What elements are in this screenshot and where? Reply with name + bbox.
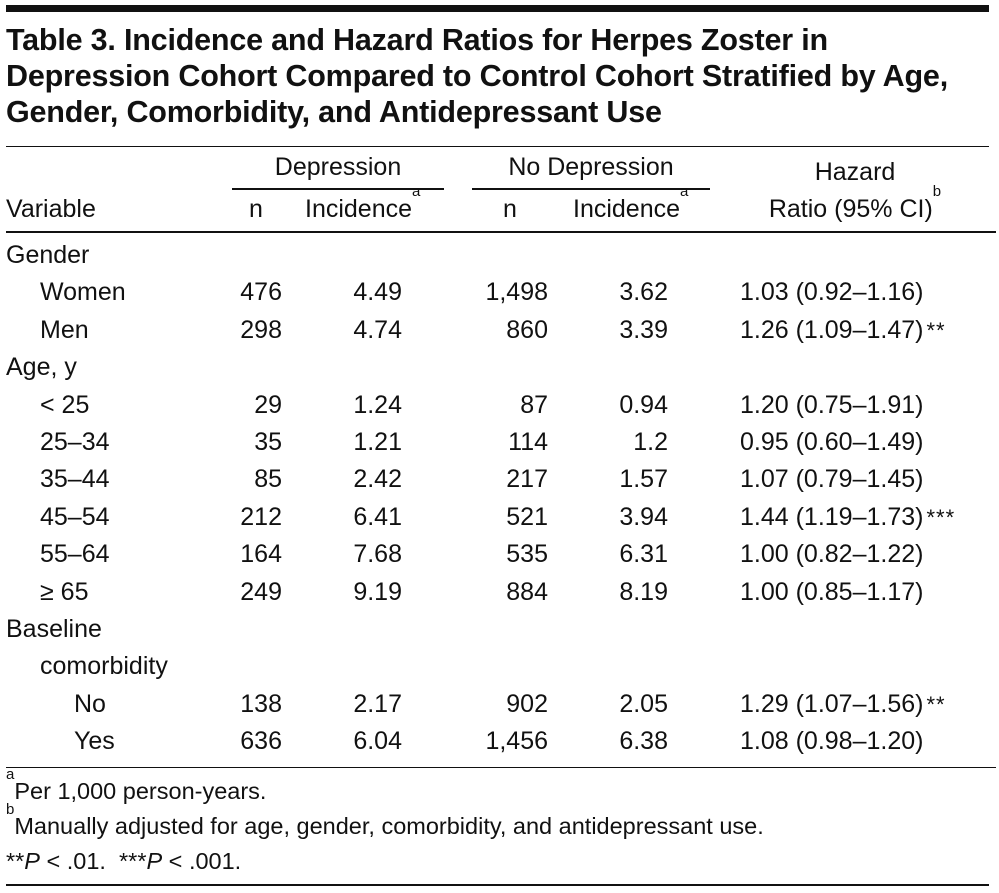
no-depression-incidence-cell: 1.57 [619, 465, 668, 494]
depression-n-cell: 29 [254, 390, 282, 419]
no-depression-incidence-cell: 2.05 [619, 689, 668, 718]
depression-incidence-header: Incidence$^a$ [305, 183, 421, 223]
hazard-ratio-header-line2: Ratio (95% CI)$^b$ [768, 183, 942, 223]
hazard-ratio-value: 1.44 (1.19–1.73) [740, 502, 924, 531]
no-depression-n-cell: 1,498 [485, 278, 548, 307]
depression-n-cell: 164 [240, 540, 282, 569]
group-depression-label: Depression [274, 153, 402, 181]
no-depression-incidence-cell: 3.94 [619, 502, 668, 531]
no-depression-incidence-cell: 0.94 [619, 390, 668, 419]
table-row [0, 349, 999, 386]
depression-n-cell: 476 [240, 278, 282, 307]
significance-stars: ** [926, 691, 946, 717]
row-label: Yes [74, 727, 115, 756]
table-row [0, 312, 999, 349]
row-label: 25–34 [40, 428, 110, 456]
body-bottom-rule [6, 767, 996, 768]
hazard-ratio-value: 1.00 (0.85–1.17) [740, 577, 924, 606]
depression-incidence-cell: 6.41 [353, 502, 402, 531]
no-depression-n-cell: 521 [506, 502, 548, 531]
table-row [0, 723, 999, 760]
table-row [0, 237, 999, 274]
table-row [0, 611, 999, 648]
table-row [0, 574, 999, 611]
hazard-ratio-header-line1: Hazard [814, 158, 896, 186]
no-depression-incidence-cell: 3.39 [619, 315, 668, 344]
depression-n-cell: 212 [240, 502, 282, 531]
hazard-ratio-value: 1.00 (0.82–1.22) [740, 540, 924, 569]
hazard-ratio-value: 1.29 (1.07–1.56) [740, 689, 924, 718]
no-depression-n-cell: 114 [508, 428, 548, 456]
significance-stars: ** [926, 317, 946, 343]
hazard-ratio-value: 1.26 (1.09–1.47) [740, 315, 924, 344]
table-row [0, 461, 999, 498]
bottom-rule [6, 884, 989, 886]
depression-incidence-cell: 6.04 [353, 727, 402, 756]
no-depression-n-cell: 860 [506, 315, 548, 344]
row-label: comorbidity [40, 652, 168, 681]
depression-n-cell: 138 [240, 689, 282, 718]
hazard-ratio-cell [740, 427, 923, 457]
row-label: 55–64 [40, 540, 110, 569]
depression-n-cell: 85 [254, 465, 282, 494]
depression-incidence-cell: 2.17 [353, 689, 402, 718]
row-label: Women [40, 278, 126, 307]
hazard-ratio-value: 1.07 (0.79–1.45) [740, 465, 924, 494]
depression-incidence-cell: 7.68 [353, 540, 402, 569]
header-top-rule [6, 146, 989, 147]
no-depression-n-cell: 87 [520, 390, 548, 419]
no-depression-incidence-cell: 6.38 [619, 727, 668, 756]
table-row [0, 536, 999, 573]
significance-stars: *** [926, 504, 956, 530]
no-depression-incidence-cell: 3.62 [619, 278, 668, 307]
hazard-ratio-cell [740, 539, 923, 569]
table-row [0, 274, 999, 311]
row-label: Baseline [6, 615, 102, 643]
no-depression-incidence-cell: 6.31 [619, 540, 668, 569]
top-rule [6, 5, 989, 12]
table-title: Table 3. Incidence and Hazard Ratios for Herpes Zoster in Depression Cohort Compared to Control Cohort Stratified by Age, Gender, Comorbidity, and Antidepressant Use [6, 23, 948, 129]
depression-n-cell: 249 [240, 577, 282, 606]
depression-n-cell: 35 [254, 428, 282, 456]
depression-n-cell: 298 [240, 315, 282, 344]
footnote-a: $^a$Per 1,000 person-years. [6, 766, 267, 804]
depression-n-header: n [249, 195, 263, 223]
footnote-b: $^b$Manually adjusted for age, gender, comorbidity, and antidepressant use. [6, 801, 764, 839]
no-depression-incidence-cell: 1.2 [633, 428, 668, 456]
table-row [0, 648, 999, 685]
depression-incidence-cell: 4.49 [353, 278, 402, 307]
no-depression-n-cell: 1,456 [485, 727, 548, 756]
depression-incidence-cell: 1.21 [353, 428, 402, 456]
hazard-ratio-cell [740, 315, 946, 346]
row-label: < 25 [40, 390, 90, 419]
hazard-ratio-cell [740, 390, 923, 420]
depression-incidence-cell: 1.24 [353, 390, 402, 419]
table-row [0, 424, 999, 461]
hazard-ratio-cell [740, 689, 946, 720]
no-depression-incidence-cell: 8.19 [619, 577, 668, 606]
group-no-depression-label: No Depression [508, 153, 674, 181]
table-row [0, 499, 999, 536]
row-label: ≥ 65 [40, 577, 89, 606]
variable-header: Variable [6, 195, 96, 223]
hazard-ratio-cell [740, 502, 955, 533]
row-label: Men [40, 315, 89, 344]
hazard-ratio-cell [740, 277, 923, 307]
hazard-ratio-cell [740, 577, 923, 607]
hazard-ratio-value: 1.08 (0.98–1.20) [740, 727, 924, 756]
depression-incidence-cell: 2.42 [353, 465, 402, 494]
table-row [0, 387, 999, 424]
no-depression-n-cell: 902 [506, 689, 548, 718]
hazard-ratio-value: 0.95 (0.60–1.49) [740, 428, 924, 456]
no-depression-n-cell: 884 [506, 577, 548, 606]
row-label: 35–44 [40, 465, 110, 494]
no-depression-n-cell: 535 [506, 540, 548, 569]
row-label: Gender [6, 241, 90, 269]
no-depression-incidence-header: Incidence$^a$ [573, 183, 689, 223]
no-depression-n-cell: 217 [506, 465, 548, 494]
row-label: Age, y [6, 353, 77, 382]
hazard-ratio-cell [740, 726, 923, 756]
group-no-depression-underline [472, 188, 710, 190]
header-bottom-rule [6, 231, 996, 233]
hazard-ratio-value: 1.03 (0.92–1.16) [740, 278, 924, 307]
depression-incidence-cell: 9.19 [353, 577, 402, 606]
hazard-ratio-cell [740, 464, 923, 494]
no-depression-n-header: n [503, 195, 517, 223]
hazard-ratio-value: 1.20 (0.75–1.91) [740, 390, 924, 419]
footnote-p-values: **P < .01. ***P < .001. [6, 848, 242, 874]
row-label: 45–54 [40, 502, 110, 531]
depression-n-cell: 636 [240, 727, 282, 756]
depression-incidence-cell: 4.74 [353, 315, 402, 344]
table-row [0, 686, 999, 723]
row-label: No [74, 689, 106, 718]
